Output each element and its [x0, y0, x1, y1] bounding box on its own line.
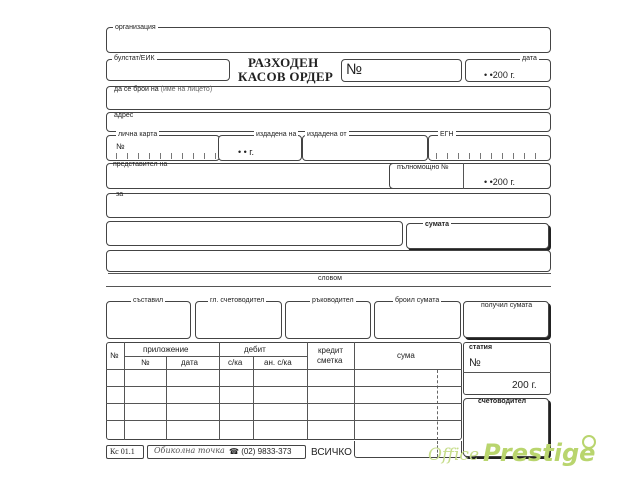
id-card-number-sign: № — [116, 142, 125, 151]
logo-swirl-icon — [582, 435, 596, 449]
document-title-line1: РАЗХОДЕН — [248, 55, 319, 70]
col-header-attachment-date: дата — [181, 358, 198, 367]
manager-signature[interactable] — [285, 301, 371, 339]
power-of-attorney-divider — [463, 163, 464, 189]
amount-in-words-line — [108, 273, 551, 274]
egn-label: ЕГН — [440, 131, 454, 138]
purpose-label: за — [116, 191, 124, 198]
organization-label: организация — [115, 24, 156, 31]
publisher-name: Обиколна точка — [154, 446, 225, 455]
sum-decimal-divider — [437, 370, 438, 440]
counted-by-signature[interactable] — [374, 301, 461, 339]
payee-name-caption: да се брои на — [114, 86, 159, 93]
issued-on-label: издадена на — [256, 131, 297, 138]
chief-accountant-label: гл. счетоводител — [210, 297, 265, 304]
logo-part-office: Office — [428, 445, 479, 465]
organization-field[interactable] — [106, 27, 551, 53]
table-row-3-bottom — [106, 420, 462, 421]
issued-on-value: • • г. — [238, 147, 254, 157]
compiled-by-signature[interactable] — [106, 301, 191, 339]
office-prestige-logo — [428, 437, 628, 473]
chief-accountant-signature[interactable] — [195, 301, 282, 339]
id-card-ticks — [116, 153, 216, 159]
payee-name-label — [114, 86, 212, 94]
article-year: 200 г. — [512, 380, 537, 391]
amount-in-words-field[interactable] — [106, 250, 551, 272]
article-label: статия — [469, 344, 493, 351]
issued-by-label: издадена от — [307, 131, 347, 138]
form-code: Кс 01.1 — [110, 447, 135, 456]
article-divider — [463, 372, 551, 373]
publisher-phone: ☎ (02) 9833-373 — [229, 447, 292, 456]
counted-by-label: броил сумата — [395, 297, 440, 304]
total-label: ВСИЧКО — [311, 447, 352, 458]
purpose-field[interactable] — [106, 193, 551, 218]
purpose-line-2[interactable] — [106, 221, 403, 246]
bulstat-label: булстат/ЕИК — [114, 55, 155, 62]
representative-label: представител на — [113, 161, 168, 168]
col-header-debit-account: с/ка — [228, 358, 243, 367]
table-row-2-bottom — [106, 403, 462, 404]
address-label: адрес — [114, 112, 134, 119]
address-field[interactable] — [106, 112, 551, 132]
col-header-credit: кредит — [318, 346, 344, 355]
amount-label: сумата — [425, 221, 449, 228]
received-by-label: получил сумата — [481, 302, 533, 309]
amount-in-words-bottom — [106, 286, 551, 287]
header-bottom — [106, 369, 462, 370]
col-header-attachment-no: № — [141, 358, 150, 367]
table-row-1-bottom — [106, 386, 462, 387]
id-card-label: лична карта — [118, 131, 158, 138]
document-title-line2: КАСОВ ОРДЕР — [238, 69, 334, 84]
col-header-sum: сума — [397, 351, 415, 360]
col-header-debit-analytic: ан. с/ка — [264, 358, 292, 367]
col-header-no: № — [110, 351, 119, 360]
order-number-sign: № — [346, 61, 363, 78]
logo-part-prestige: Prestige — [483, 439, 596, 467]
date-label: дата — [522, 55, 537, 62]
date-value: • •200 г. — [484, 70, 516, 80]
egn-ticks — [436, 153, 546, 159]
col-divider-6 — [354, 342, 355, 440]
payee-name-hint: (име на лицето) — [160, 86, 213, 93]
header-subline-attach — [124, 356, 219, 357]
col-divider-5 — [307, 342, 308, 440]
power-of-attorney-date: • •200 г. — [484, 177, 516, 187]
amount-in-words-label: словом — [318, 275, 342, 282]
col-header-debit: дебит — [244, 345, 266, 354]
col-header-attachment: приложение — [143, 345, 189, 354]
compiled-by-label: съставил — [133, 297, 164, 304]
header-subline-debit — [219, 356, 307, 357]
col-header-credit-account: сметка — [317, 356, 343, 365]
power-of-attorney-label: пълномощно № — [397, 164, 449, 171]
article-number-sign: № — [469, 357, 481, 369]
accountant-label: счетоводител — [478, 398, 527, 405]
manager-label: ръководител — [312, 297, 354, 304]
